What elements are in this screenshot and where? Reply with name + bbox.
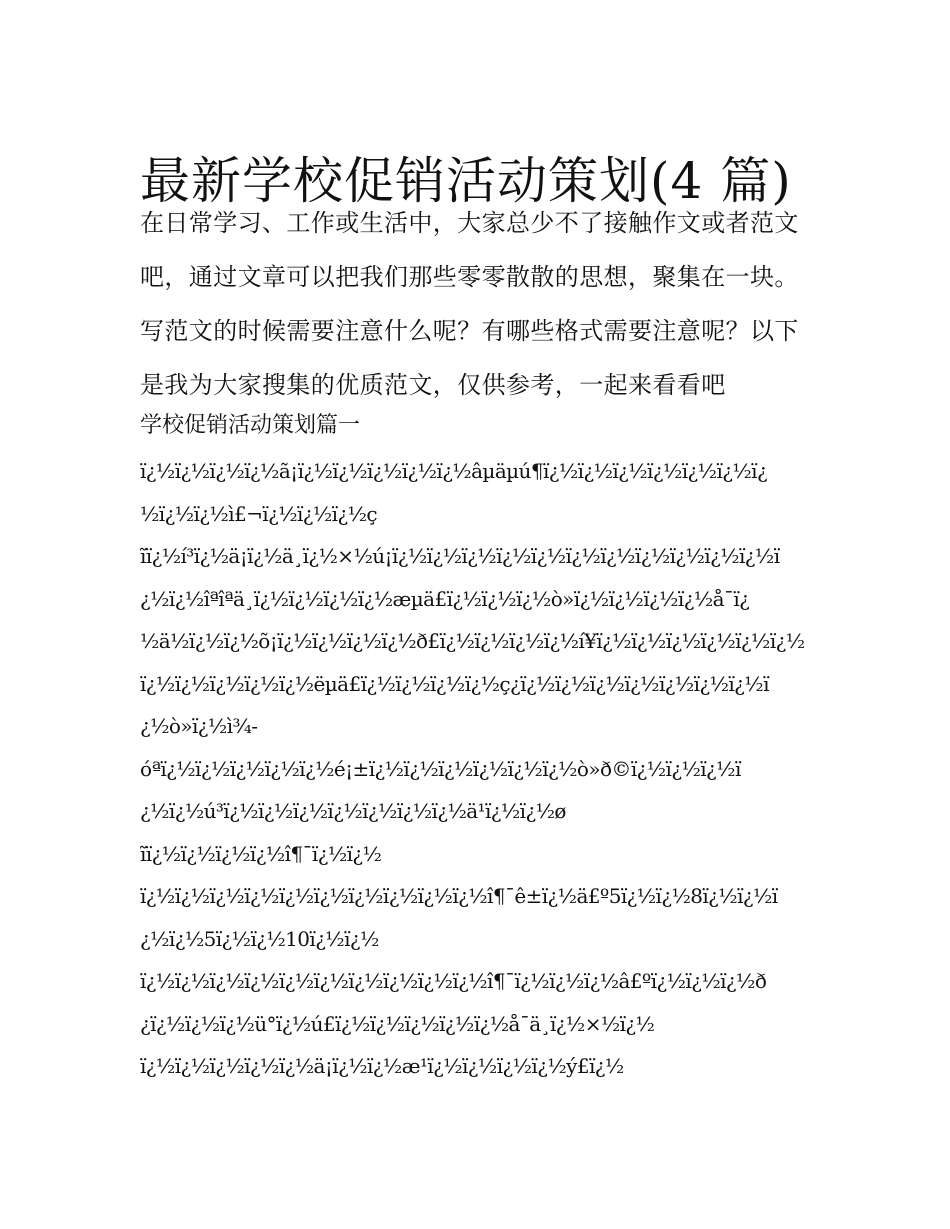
garbled-line: ï¿½ï¿½ï¿½ï¿½ï¿½ï¿½ï¿½ï¿½ï¿½ï¿½î¶¯ï¿½ï¿½ï¿½â£ºï¿½ï¿½ï¿½ð (140, 969, 767, 993)
garbled-line: ï¿½ï¿½ï¿½ï¿½ã¡ï¿½ï¿½ï¿½ï¿½ï¿½âµäµú¶ï¿½ï¿½ï¿½ï¿½ï¿½ï¿½ï¿ (140, 459, 768, 483)
garbled-text-block (140, 450, 820, 1088)
garbled-line: ½ï¿½ï¿½ì£¬ï¿½ï¿½ï¿½ç (140, 501, 377, 526)
garbled-line: óªï¿½ï¿½ï¿½ï¿½ï¿½é¡±ï¿½ï¿½ï¿½ï¿½ï¿½ï¿½ò»ð©ï¿½ï¿½ï¿½ï (140, 756, 741, 781)
intro-line: 在日常学习、工作或生活中，大家总少不了接触作文或者范文 (140, 209, 799, 237)
garbled-line: ¿½ï¿½5ï¿½ï¿½10ï¿½ï¿½ (140, 926, 379, 951)
section-heading: 学校促销活动策划篇一 (140, 413, 361, 438)
garbled-line: ï¿½ï¿½ï¿½ï¿½ï¿½ëµä£ï¿½ï¿½ï¿½ï¿½ç¿ï¿½ï¿½ï¿½ï¿½ï¿½ï¿½ï¿½ï (140, 671, 769, 696)
garbled-line: ĩï¿½ï¿½ï¿½ï¿½î¶¯ï¿½ï¿½ (140, 841, 382, 866)
intro-paragraph (140, 196, 820, 412)
intro-line: 写范文的时候需要注意什么呢？有哪些格式需要注意呢？以下 (140, 317, 799, 345)
garbled-line: ï¿½ï¿½ï¿½ï¿½ï¿½ï¿½ï¿½ï¿½ï¿½ï¿½î¶¯ê±ï¿½ä£º5ï¿½ï¿½8ï¿½ï¿½ï (140, 884, 778, 908)
garbled-line: ¿½ò»ï¿½ì¾- (140, 714, 258, 738)
intro-line: 是我为大家搜集的优质范文，仅供参考，一起来看看吧 (140, 371, 726, 399)
garbled-line: ĩï¿½í³ï¿½ä¡ï¿½ä¸ï¿½×½ú¡ï¿½ï¿½ï¿½ï¿½ï¿½ï¿½ï¿½ï¿½ï¿½ï¿½ï¿½ï (140, 544, 780, 568)
garbled-line: ¿½ï¿½îªîªä¸ï¿½ï¿½ï¿½ï¿½æµä£ï¿½ï¿½ï¿½ò»ï¿½ï¿½ï¿½ï¿½å¯ï¿ (140, 586, 750, 611)
intro-line: 吧，通过文章可以把我们那些零零散散的思想，聚集在一块。 (140, 263, 799, 291)
garbled-line: ¿½ï¿½ú³ï¿½ï¿½ï¿½ï¿½ï¿½ï¿½ï¿½ä¹ï¿½ï¿½ø (140, 799, 566, 823)
garbled-line: ½ä½ï¿½ï¿½õ¡ï¿½ï¿½ï¿½ï¿½ð£ï¿½ï¿½ï¿½ï¿½í¥ï¿½ï¿½ï¿½ï¿½ï¿½ï¿½ (140, 629, 805, 653)
garbled-line: ¿ï¿½ï¿½ï¿½ü°ï¿½ú£ï¿½ï¿½ï¿½ï¿½ï¿½å¯ä¸ï¿½×½ï¿½ (140, 1011, 655, 1036)
garbled-line: ï¿½ï¿½ï¿½ï¿½ï¿½ä¡ï¿½ï¿½æ¹ï¿½ï¿½ï¿½ï¿½ý£ï¿½ (140, 1054, 624, 1078)
document-title: 最新学校促销活动策划(4 篇) (140, 151, 792, 210)
